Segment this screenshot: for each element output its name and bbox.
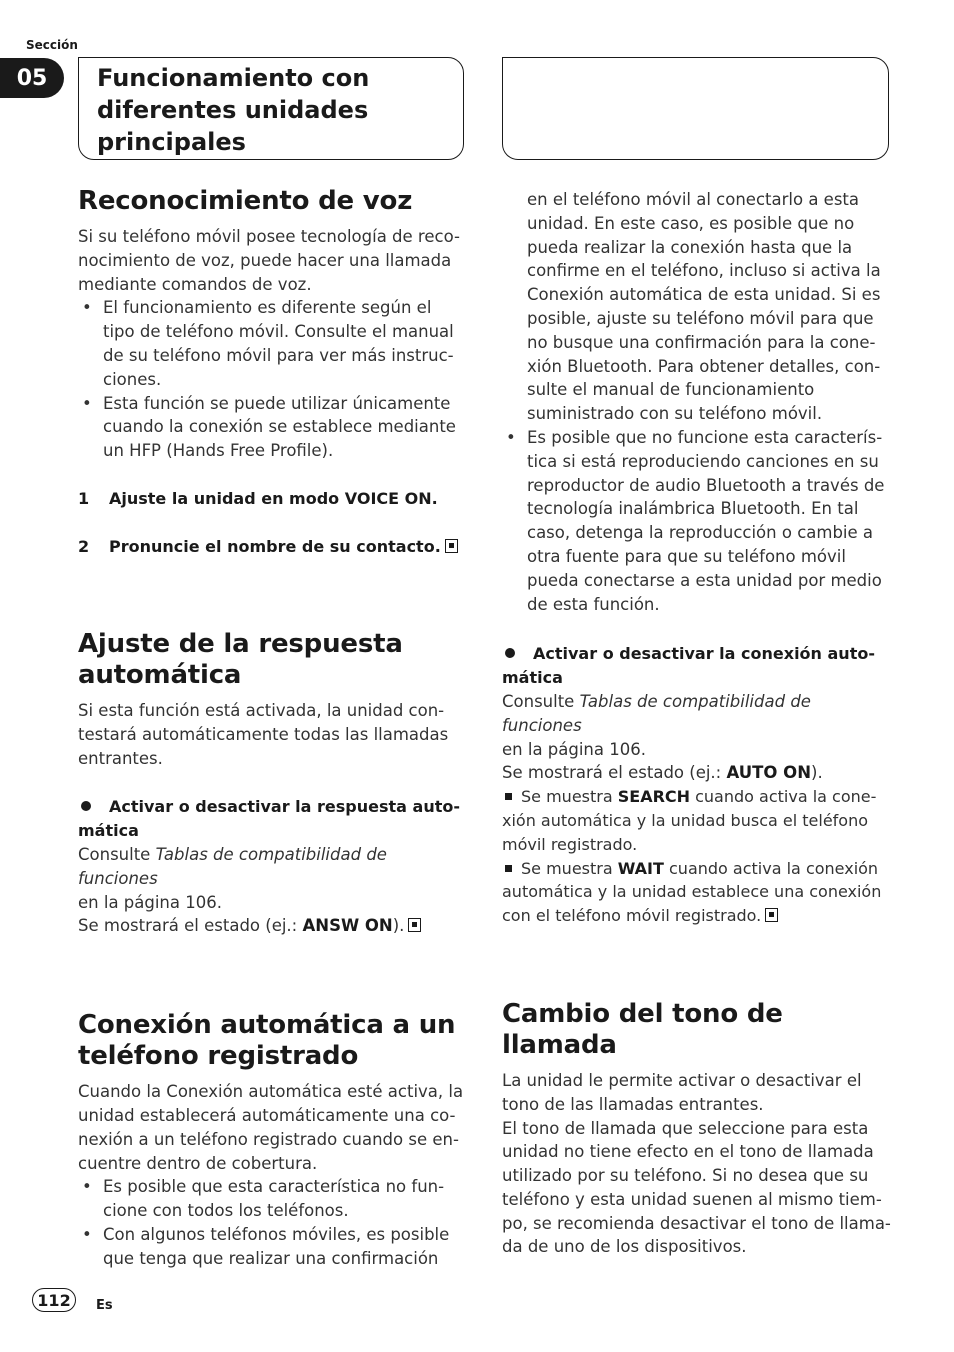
auto-connect-bullets xyxy=(78,1175,468,1270)
end-mark-icon xyxy=(445,539,458,553)
auto-answer-intro: Si esta función está activada, la unidad con- testará automáticamente todas las llamadas entrantes. xyxy=(78,700,449,768)
step-2: 2 Pronuncie el nombre de su contacto. xyxy=(78,536,468,558)
right-column xyxy=(502,188,894,1259)
auto-connect-consult: Consulte Tablas de compatibilidad de funciones en la página 106. Se mostrará el estado (ej.: AUTO ON). xyxy=(502,691,823,783)
list-item: • Es posible que esta característica no fun- cione con todos los teléfonos. xyxy=(78,1175,468,1223)
bullet-dot-icon xyxy=(505,648,515,658)
bullet-dot-icon xyxy=(81,801,91,811)
list-item: • El funcionamiento es diferente según el tipo de teléfono móvil. Consulte el manual de su teléfono móvil para ver más instruc- ciones. xyxy=(78,296,468,391)
auto-answer-consult: Consulte Tablas de compatibilidad de funciones en la página 106. Se mostrará el estado (ej.: ANSW ON). xyxy=(78,843,468,938)
end-mark-icon xyxy=(765,908,778,922)
language-code: Es xyxy=(96,1298,113,1313)
page-number: 112 xyxy=(32,1288,76,1312)
section-label: Sección xyxy=(26,38,78,52)
end-mark-icon xyxy=(408,918,421,932)
square-bullet-icon xyxy=(505,793,512,800)
list-item: • Con algunos teléfonos móviles, es posible que tenga que realizar una confirmación xyxy=(78,1223,468,1271)
auto-connect-bullet-3 xyxy=(502,426,894,616)
section-number-badge: 05 xyxy=(0,58,64,98)
ringtone-title: Cambio del tono de llamada xyxy=(502,998,783,1060)
step-1: 1 Ajuste la unidad en modo VOICE ON. xyxy=(78,488,438,508)
left-column xyxy=(78,186,468,1271)
ringtone-body: La unidad le permite activar o desactivar el tono de las llamadas entrantes. El tono de llamada que seleccione para esta unidad no tiene efecto en el tono de llamada utilizado por su teléfono. Si no desea que su teléfono y esta unidad suenen al mismo tiem- po, se recomienda desactivar el tono de llama- da de uno de los dispositivos. xyxy=(502,1070,891,1257)
voice-recognition-title: Reconocimiento de voz xyxy=(78,186,413,216)
chapter-title-line: diferentes unidades xyxy=(97,96,369,124)
auto-connect-title: Conexión automática a un teléfono registrado xyxy=(78,1010,456,1072)
chapter-title-line: principales xyxy=(97,128,246,156)
list-item: • Esta función se puede utilizar únicamente cuando la conexión se establece mediante un HFP (Hands Free Profile). xyxy=(78,392,468,463)
square-bullet-icon xyxy=(505,865,512,872)
search-note: Se muestra SEARCH cuando activa la cone- xión automática y la unidad busca el teléfono móvil registrado. xyxy=(502,787,877,854)
auto-connect-subhead: Activar o desactivar la conexión auto- mática xyxy=(502,644,875,688)
chapter-title-box xyxy=(78,57,464,160)
list-item: • Es posible que no funcione esta caracterís- tica si está reproduciendo canciones en su reproductor de audio Bluetooth a través de tecnología inalámbrica Bluetooth. En tal caso, detenga la reproducción o cambie a otra fuente para que su teléfono móvil pueda conectarse a esta unidad por medio de esta función. xyxy=(502,426,894,616)
auto-connect-intro: Cuando la Conexión automática esté activa, la unidad establecerá automáticamente una co- nexión a un teléfono registrado cuando se en- cuentre dentro de cobertura. xyxy=(78,1082,464,1173)
empty-header-box xyxy=(502,57,889,160)
chapter-title-line: Funcionamiento con xyxy=(97,64,370,92)
auto-answer-title: Ajuste de la respuesta automática xyxy=(78,628,403,690)
voice-bullets xyxy=(78,296,468,463)
wait-note: Se muestra WAIT cuando activa la conexión automática y la unidad establece una conexión con el teléfono móvil registrado. xyxy=(502,858,882,926)
auto-answer-subhead: Activar o desactivar la respuesta auto- mática xyxy=(78,797,460,841)
voice-intro: Si su teléfono móvil posee tecnología de reco- nocimiento de voz, puede hacer una llamada mediante comandos de voz. xyxy=(78,227,460,294)
auto-connect-continued: en el teléfono móvil al conectarlo a esta unidad. En este caso, es posible que no pueda realizar la conexión hasta que la confirme en el teléfono, incluso si activa la Conexión automática de esta unidad. Si es posible, ajuste su teléfono móvil para que no busque una confirmación para la cone- xión Bluetooth. Para obtener detalles, con- sulte el manual de funcionamiento suministrado con su teléfono móvil. xyxy=(527,190,881,424)
